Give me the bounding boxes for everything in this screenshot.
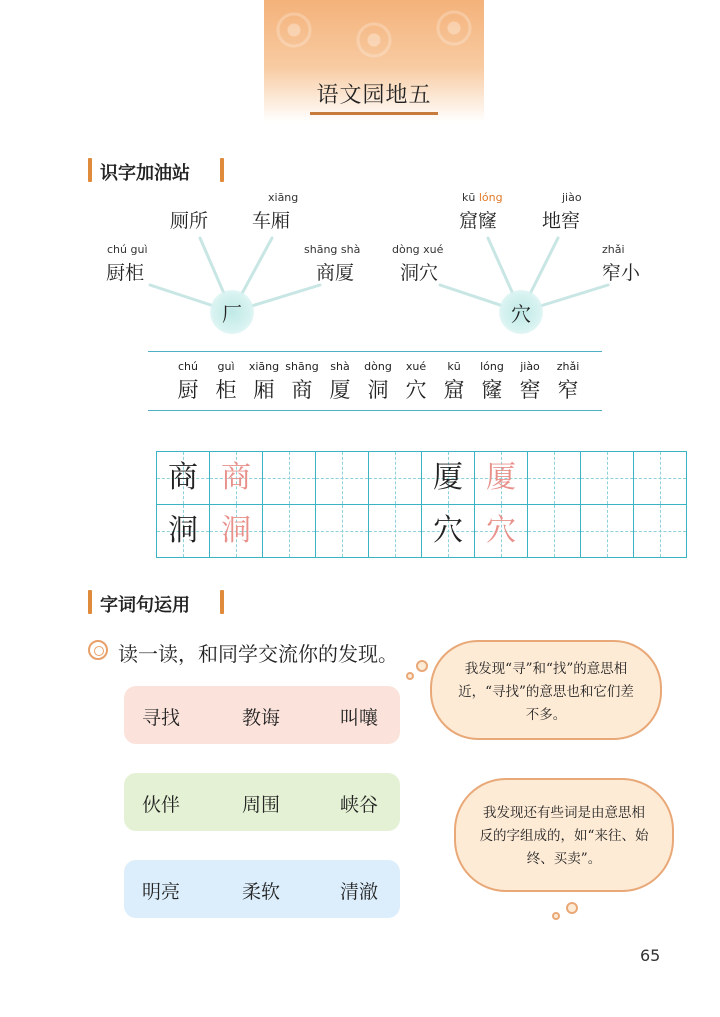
card-word: 寻找: [142, 707, 181, 729]
bubble-tail-dot: [566, 902, 578, 914]
card-word: 峡谷: [340, 794, 379, 816]
pinyin-zhai: zhǎi: [602, 243, 625, 256]
word-kulong: 窟窿: [459, 210, 498, 232]
char-cell: shà 厦: [329, 360, 351, 402]
word-cesuo: 厕所: [170, 210, 209, 232]
char-row-bottom-rule: [148, 410, 602, 411]
word-dijiao: 地窖: [542, 210, 581, 232]
bubble-tail-dot: [416, 660, 428, 672]
word-card-3: [124, 860, 400, 918]
word-shangsha: 商厦: [316, 262, 355, 284]
grid-cell: [263, 505, 316, 558]
grid-cell-trace: 厦: [475, 452, 528, 505]
grid-cell: 厦: [422, 452, 475, 505]
question-text: 读一读，和同学交流你的发现。: [118, 642, 398, 666]
page-number: 65: [640, 946, 661, 965]
word-card-1: [124, 686, 400, 744]
grid-cell: [263, 452, 316, 505]
card-word: 柔软: [242, 881, 281, 903]
card-word: 明亮: [142, 881, 181, 903]
card-word: 教诲: [242, 707, 281, 729]
char-row-top-rule: [148, 351, 602, 352]
bubble-tail-dot: [552, 912, 560, 920]
word-chugui: 厨柜: [106, 262, 145, 284]
char-cell: zhǎi 窄: [556, 360, 580, 402]
card-word: 伙伴: [142, 794, 181, 816]
hub-char-chang: 厂: [210, 290, 254, 334]
char-cell: jiào 窖: [519, 360, 541, 402]
chapter-title: 语文园地五: [316, 83, 432, 108]
char-cell: chú 厨: [177, 360, 199, 402]
word-chexiang: 车厢: [252, 210, 291, 232]
grid-cell-trace: 穴: [475, 505, 528, 558]
grid-cell: [634, 505, 687, 558]
grid-cell: 商: [157, 452, 210, 505]
grid-cell: 洞: [157, 505, 210, 558]
grid-cell: 穴: [422, 505, 475, 558]
grid-cell: [581, 452, 634, 505]
grid-cell: [634, 452, 687, 505]
card-word: 清澈: [340, 881, 379, 903]
radial-lines: [0, 0, 720, 360]
char-cell: xiāng 厢: [248, 360, 280, 402]
pinyin-jiao: jiào: [562, 191, 582, 204]
pinyin-shangsha: shāng shà: [304, 243, 361, 256]
char-cell: guì 柜: [215, 360, 237, 402]
question-bullet-icon: [88, 640, 108, 660]
section-bar-right: [220, 590, 224, 614]
writing-grid: [156, 451, 687, 558]
section1-title: 识字加油站: [100, 163, 190, 184]
grid-cell-trace: 商: [210, 452, 263, 505]
section-bar-left: [88, 590, 92, 614]
char-cell: kū 窟: [443, 360, 465, 402]
thought-bubble-1: 我发现“寻”和“找”的意思相近，“寻找”的意思也和它们差不多。: [430, 640, 662, 740]
section2-title: 字词句运用: [100, 595, 190, 616]
card-word: 周围: [242, 794, 281, 816]
grid-cell: [369, 505, 422, 558]
char-cell: dòng 洞: [364, 360, 392, 402]
grid-cell: [581, 505, 634, 558]
card-word: 叫嚷: [340, 707, 379, 729]
word-zhaixiao: 窄小: [602, 262, 641, 284]
thought-bubble-2: 我发现还有些词是由意思相反的字组成的，如“来往、始终、买卖”。: [454, 778, 674, 892]
grid-cell: [316, 452, 369, 505]
grid-cell: [528, 452, 581, 505]
char-cell: shāng 商: [285, 360, 319, 402]
char-cell: lóng 窿: [480, 360, 504, 402]
grid-cell: [316, 505, 369, 558]
grid-cell: [528, 505, 581, 558]
grid-cell: [369, 452, 422, 505]
bubble-tail-dot: [406, 672, 414, 680]
hub-char-xue: 穴: [499, 290, 543, 334]
char-cell: xué 穴: [405, 360, 427, 402]
pinyin-dongxue: dòng xué: [392, 243, 444, 256]
pinyin-xiang: xiāng: [268, 191, 299, 204]
pinyin-chugui: chú guì: [107, 243, 148, 256]
pinyin-kulong: kū lóng: [462, 191, 503, 204]
grid-cell-trace: 洞: [210, 505, 263, 558]
word-dongxue: 洞穴: [400, 262, 439, 284]
word-card-2: [124, 773, 400, 831]
